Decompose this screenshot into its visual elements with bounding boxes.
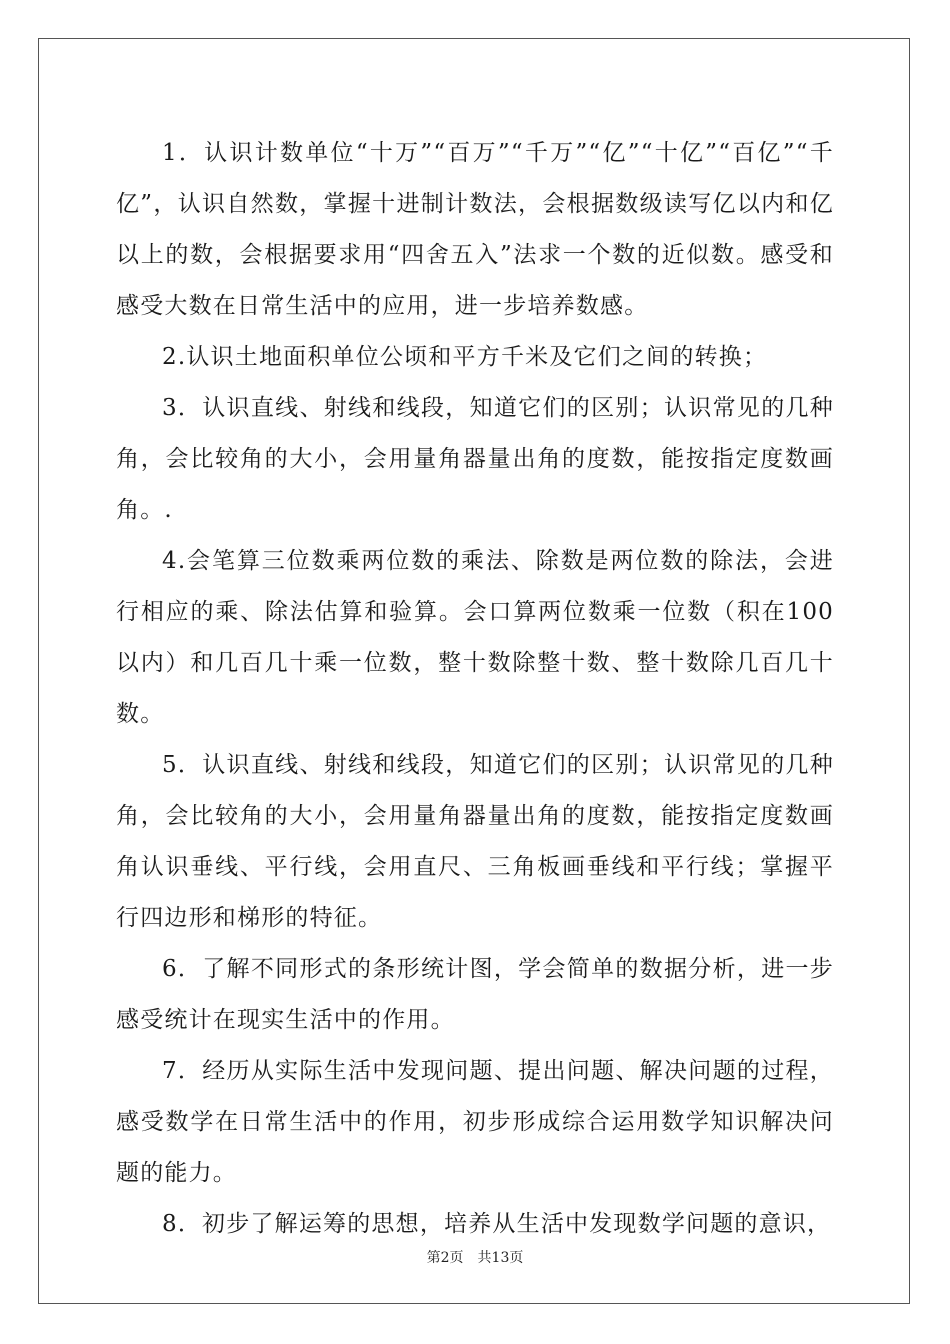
paragraph-3: 3．认识直线、射线和线段，知道它们的区别；认识常见的几种角，会比较角的大小，会用量角器量出角的度数，能按指定度数画角。. xyxy=(116,395,834,523)
paragraph-6: 6．了解不同形式的条形统计图，学会简单的数据分析，进一步感受统计在现实生活中的作用。 xyxy=(116,956,834,1033)
paragraph-2: 2.认识土地面积单位公顷和平方千米及它们之间的转换； xyxy=(162,344,768,370)
paragraph-8: 8．初步了解运筹的思想，培养从生活中发现数学问题的意识， xyxy=(162,1211,832,1237)
paragraph-7: 7．经历从实际生活中发现问题、提出问题、解决问题的过程，感受数学在日常生活中的作用，初步形成综合运用数学知识解决问题的能力。 xyxy=(116,1058,834,1186)
page-footer xyxy=(0,1247,950,1267)
paragraph-4: 4.会笔算三位数乘两位数的乘法、除数是两位数的除法，会进行相应的乘、除法估算和验算。会口算两位数乘一位数（积在100以内）和几百几十乘一位数，整十数除整十数、整十数除几百几十数。 xyxy=(116,548,834,727)
paragraph-5: 5．认识直线、射线和线段，知道它们的区别；认识常见的几种角，会比较角的大小，会用量角器量出角的度数，能按指定度数画角认识垂线、平行线，会用直尺、三角板画垂线和平行线；掌握平行四边形和梯形的特征。 xyxy=(116,752,834,931)
page-number: 第2页 xyxy=(426,1250,464,1266)
page-total: 共13页 xyxy=(477,1250,524,1266)
document-body xyxy=(116,128,834,1250)
paragraph-1: 1．认识计数单位“十万”“百万”“千万”“亿”“十亿”“百亿”“千亿”，认识自然数，掌握十进制计数法，会根据数级读写亿以内和亿以上的数，会根据要求用“四舍五入”法求一个数的近似数。感受和感受大数在日常生活中的应用，进一步培养数感。 xyxy=(116,140,834,319)
